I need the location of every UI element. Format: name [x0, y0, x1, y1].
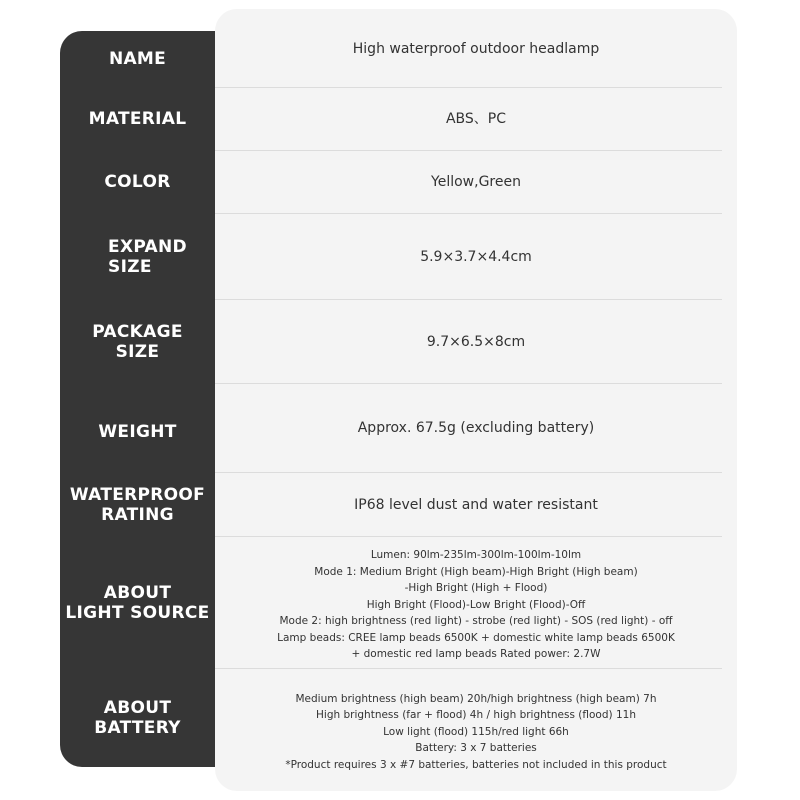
row-divider — [215, 668, 722, 669]
value-name: High waterproof outdoor headlamp — [352, 41, 600, 57]
label-material: MATERIAL — [88, 109, 187, 129]
label-waterproof-rating: WATERPROOF RATING — [69, 484, 206, 525]
value-waterproof-rating: IP68 level dust and water resistant — [354, 496, 598, 513]
row-divider — [215, 536, 722, 537]
label-name: NAME — [108, 49, 167, 69]
value-light-source: Lumen: 90lm-235lm-300lm-100lm-10lm Mode 1: Medium Bright (High beam)-High Bright (High beam) -High Bright (High + Flood) High Bright (Flood)-Low Bright (Flood)-Off Mode 2: high brightness (red light) - strobe (red light) - SOS (red light) - off Lamp beads: CREE lamp beads 6500K + domestic white lamp beads 6500K + domestic red lamp beads Rated power: 2.7W — [277, 549, 675, 661]
value-expand-size: 5.9×3.7×4.4cm — [420, 248, 532, 265]
label-package-size: PACKAGE SIZE — [92, 321, 183, 362]
value-weight: Approx. 67.5g (excluding battery) — [357, 420, 595, 436]
value-material: ABS、PC — [445, 111, 507, 127]
label-expand-size: EXPAND SIZE — [108, 236, 187, 277]
value-package-size: 9.7×6.5×8cm — [426, 333, 526, 350]
label-battery: ABOUT BATTERY — [94, 698, 181, 738]
value-battery: Medium brightness (high beam) 20h/high brightness (high beam) 7h High brightness (far + flood) 4h / high brightness (flood) 11h Low light (flood) 115h/red light 66h Battery: 3 x 7 batteries *Product requires 3 x #7 batteries, batteries not included in this product — [285, 692, 667, 771]
value-color: Yellow,Green — [431, 174, 521, 190]
label-light-source: ABOUT LIGHT SOURCE — [65, 582, 210, 623]
label-weight: WEIGHT — [98, 422, 177, 442]
label-color: COLOR — [104, 172, 171, 192]
